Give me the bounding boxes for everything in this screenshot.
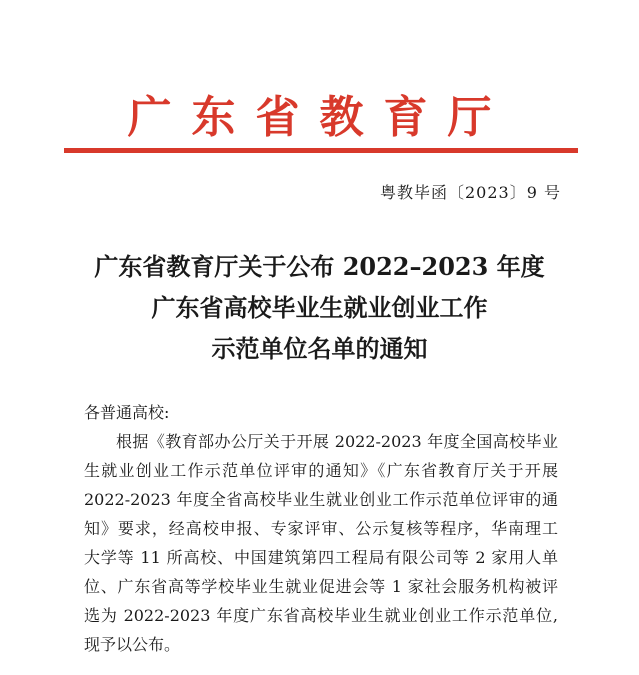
document-title <box>0 246 639 369</box>
letterhead-red-rule <box>64 148 578 153</box>
paragraph-line: 选为 2022-2023 年度广东省高校毕业生就业创业工作示范单位, <box>84 606 558 625</box>
paragraph-line: 生就业创业工作示范单位评审的通知》《广东省教育厅关于开展 <box>84 461 558 480</box>
paragraph-line: 2022-2023 年度全省高校毕业生就业创业工作示范单位评审的通 <box>84 490 558 509</box>
paragraph-line: 位、广东省高等学校毕业生就业促进会等 1 家社会服务机构被评 <box>84 577 558 596</box>
paragraph-line: 大学等 11 所高校、中国建筑第四工程局有限公司等 2 家用人单 <box>84 548 558 567</box>
salutation: 各普通高校: <box>84 403 170 422</box>
document-body <box>84 398 558 659</box>
body-paragraph <box>84 427 558 659</box>
document-number: 粤教毕函〔2023〕9 号 <box>380 183 561 202</box>
title-line: 广东省高校毕业生就业创业工作 <box>151 293 488 322</box>
paragraph-line: 根据《教育部办公厅关于开展 2022-2023 年度全国高校毕业 <box>116 432 558 451</box>
letterhead-org-name: 广东省教育厅 <box>127 92 512 143</box>
title-line: 广东省教育厅关于公布 2022–2023 年度 <box>94 252 545 281</box>
title-line: 示范单位名单的通知 <box>211 334 428 363</box>
paragraph-line: 现予以公布。 <box>84 635 181 654</box>
paragraph-line: 知》要求，经高校申报、专家评审、公示复核等程序，华南理工 <box>84 519 558 538</box>
